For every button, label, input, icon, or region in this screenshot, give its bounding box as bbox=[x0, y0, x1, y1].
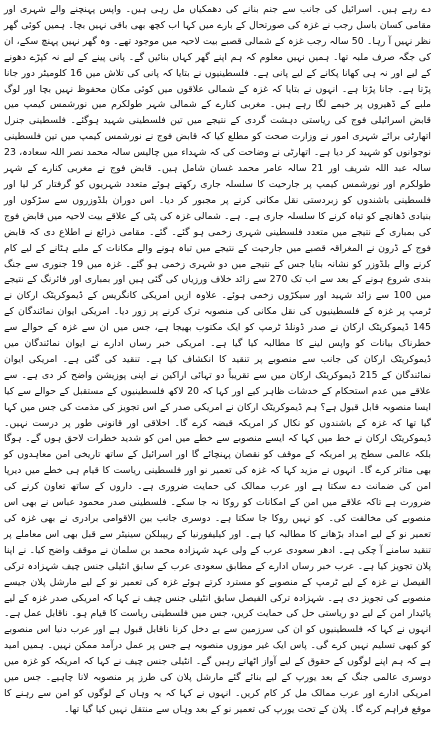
article-body bbox=[4, 2, 431, 718]
article-line: پانی پینے کے لیے نہ کپڑے دھونے کے لیے اور نہ ہی کھانا پکانے کے لیے پانی ہے۔ فلسطینیوں نے بتایا کہ پانی کی تلاش میں 16 کلومیٹر دور جانا پڑتا ہے۔ bbox=[4, 51, 431, 95]
article-line: کے بعد سے اب تک 270 سے زائد خلاف ورزیاں کی گئی ہیں اور بمباری اور فائرنگ کے نتیجے میں 100 سے زائد شہید اور bbox=[4, 274, 432, 302]
article-line: گئے۔ مقامی ذرائع نے اطلاع دی کہ قابض فوج کے ڈرون نے المغراقہ قصبے میں جارحیت کے نتیجے میں تباہ ہونے والے مکانات کے ملبے bbox=[4, 226, 431, 254]
article-line: بیانات کو واپس لینے کا مطالبہ کیا گیا ہے۔ امریکی خبر رساں ادارے نے ایوان نمائندگان میں ڈیموکریٹک ارکان کی جانب سے منصوبے پر تنقید کا انکشاف کیا ہے۔ bbox=[4, 338, 431, 365]
article-line: جس میں امریکی ادارے اور عرب ممالک مل کر کام کریں۔ انہوں نے کہا کہ یہ وہاں کے لوگوں کو امن سے رہنے کا موقع فراہم کرے گا۔ bbox=[4, 672, 431, 715]
article-line: قابض فوج نے مغربی کنارے کے شہر طولکرم اور نورشمس کیمپ پر جارحیت کا سلسلہ جاری رکھتے ہوئے متعدد شہریوں کو گرفتار کر لیا اور bbox=[4, 163, 431, 190]
article-line: انٹیلی جنس چیف نے کہا کہ امریکہ کو غزہ میں دوسری عالمی جنگ کے بعد یورپ کے لیے بنائے گئے مارشل پلان کی طرز پر منصوبہ لانا چاہیے۔ bbox=[4, 656, 431, 684]
article-line: کو نہیں روکا جا سکتا ہے۔ دوسری جانب بین الاقوامی برادری نے بھی غزہ کی تعمیر نو کے لیے امداد بڑھانے کا مطالبہ کیا ہے۔ bbox=[4, 513, 431, 540]
article-line: سے علاقے میں عدم استحکام کے خدشات ظاہر کیے اور کہا کہ 20 لاکھ فلسطینیوں کے مستقبل کے حوالے سے کیا ایسا منصوبہ قابل قبول ہے؟ bbox=[4, 369, 431, 413]
article-line: تنقید کی گئی ہے۔ امریکی ایوان نمائندگان کے 215 ڈیموکریٹک ارکان میں سے تقریباً دو تہائی اراکین نے اپنی پوزیشن واضح کر دی ہے۔ bbox=[4, 353, 431, 381]
article-line: فلسطینی جنرل اتھارٹی برائے شہری امور نے وزارت صحت کو مطلع کیا کہ قابض فوج نے نورشمس کیمپ میں تین فلسطینی نوجوانوں کو شہید کر دیا bbox=[4, 115, 431, 159]
article-line: اور کیلیفورنیا کے ریپبلکن سینیٹر سے قبل بھی اس معاملے پر تنقید سامنے آ چکی ہے۔ ادھر سعودی عرب کے ولی عہد شہزادہ محمد بن سلمان نے موقف واضح کیا۔ bbox=[4, 528, 431, 556]
article-line: فلسطینی باشندوں کو زبردستی نقل مکانی کرنے پر مجبور کر دیا۔ اس دوران بلڈوزروں سے سڑکوں اور بنیادی ڈھانچے کو تباہ کرنے کا سلسلہ جاری ہے۔ bbox=[4, 194, 431, 222]
article-line: سیکڑوں زخمی ہوئے۔ علاوہ ازیں امریکی کانگریس کے ڈیموکریٹک ارکان نے ٹرمپ پر غزہ کے فلسطینیوں کی نقل مکانی کی منصوبہ ترک کرنے پر زور دیا۔ bbox=[4, 290, 431, 318]
article-line: لیے ٹرمپ کے منصوبے کو مسترد کرتے ہوئے غزہ کی تعمیر نو کے لیے مارشل پلان جیسے منصوبے کی تجویز دی ہے۔ شہزادہ ترکی الفیصل سابق انٹیلی bbox=[4, 576, 431, 604]
article-line: اخلاقی اور قانونی طور پر درست نہیں۔ ڈیموکریٹک ارکان نے خط میں کہا کہ ایسے منصوبے سے خطے میں امن کو شدید خطرات لاحق ہوں گے۔ bbox=[4, 417, 431, 445]
article-line: ہم ڈیموکریٹک ارکان نے امریکی صدر کے اس تجویز کی مذمت کی جس میں کہا گیا تھا کہ غزہ کے باشندوں کو نکال کر امریکہ قبضہ کرے گا۔ bbox=[4, 401, 432, 429]
article-line: جنس چیف نے کہا کہ امریکی صدر غزہ کے لیے پائیدار امن کے لیے دو ریاستی حل کی حمایت کریں، جس میں فلسطینی ریاست کا قیام ہو۔ bbox=[4, 592, 431, 620]
article-line: ہٹانے کے لیے کام کرنے والے بلڈوزر کو نشانہ بنایا جس کے نتیجے میں دو شہری زخمی ہو گئے۔ غزہ میں 19 جنوری سے جنگ بندی شروع ہونے bbox=[4, 242, 431, 286]
article-line: ہے۔ شمالی غزہ کی پٹی کے علاقے بیت لاحیہ میں قابض فوج کی بمباری کے نتیجے میں متعدد فلسطینی شہری زخمی ہو گئے۔ bbox=[4, 210, 431, 238]
article-line: مغربی کنارے کے شمالی شہر طولکرم میں نورشمس کیمپ میں قابض اسرائیلی فوج کی ریاستی دہشت گردی کے نتیجے میں تین فلسطینی شہید ہوگئے۔ bbox=[4, 99, 431, 127]
article-line: پلان کے تحت یورپ کی تعمیر نو کے بعد وہاں سے منتقل نہیں کیا گیا تھا۔ bbox=[64, 703, 347, 715]
article-line: پاس ایک غیر موزوں منصوبہ ہے جس پر عمل درآمد ممکن نہیں۔ ہمیں امید ہے کہ ہم اپنے لوگوں کے حقوق کے لیے آواز اٹھاتے رہیں گے۔ bbox=[4, 640, 431, 668]
article-line: ہوگا بلکہ عالمی سطح پر امریکہ کے موقف کو نقصان پہنچائے گا اور اسرائیل کے ساتھ تاریخی امن معاہدوں کو بھی متاثر کرے گا۔ bbox=[4, 433, 431, 477]
article-line: انہوں نے مزید کہا کہ غزہ کی تعمیر نو اور فلسطینی ریاست کا قیام ہی خطے میں دیرپا امن کی ضمانت دے سکتا ہے اور عرب ممالک کی حمایت ضروری ہے۔ bbox=[4, 465, 431, 493]
article-line: دے رہے ہیں۔ اسرائیل کی جانب سے جنم بنانے کی دھمکیاں مل رہی ہیں۔ واپس پہنچنے والے شہری اور مقامی کسان باسل رجب نے bbox=[4, 4, 432, 31]
article-line: جانا پڑتا ہے۔ انہوں نے بتایا کہ غزہ کے شمالی علاقوں میں کوئی مکان محفوظ نہیں بچا اور لوگ ملبے کے ڈھیروں پر خیمے لگا رہے ہیں۔ bbox=[4, 83, 431, 111]
article-line: بیت لاحیہ میں موجود تھے۔ وہ گھر نہیں پہنچ سکے، ان کی جگہ صرف ملبہ تھا۔ ہمیں نہیں معلوم کہ ہم اپنے گھر کہاں بنائیں گے۔ bbox=[4, 35, 431, 63]
article-line: ناقابل عمل ہے۔ انہوں نے کہا کہ فلسطینیوں کو ان کی سرزمین سے بے دخل کرنا ناقابل قبول ہے اور عرب دنیا اس منصوبے کو کبھی تسلیم نہیں کرے گی۔ bbox=[4, 608, 431, 652]
article-line: داروں کے ساتھ تعاون کرنے کی ضرورت ہے تاکہ علاقے میں امن کے امکانات کو روکا نہ جا سکے۔ فلسطینی صدر محمود عباس نے بھی اس منصوبے کی مخالفت کی۔ bbox=[4, 481, 431, 524]
article-line: نے اپنا پلان تجویز کیا ہے۔ عرب خبر رساں ادارے کے مطابق سعودی عرب کے سابق انٹیلی جنس چیف شہزادہ ترکی الفیصل نے غزہ کے bbox=[4, 544, 431, 588]
article-line: غزہ کی صورتحال کے بارے میں کہا اب کچھ بھی باقی نہیں بچا۔ ہمیں کوئی گھر نظر نہیں آ رہا۔ 50 سالہ رجب غزہ کے شمالی قصبے bbox=[4, 19, 431, 47]
article-line: امریکی ایوان نمائندگان کے 145 ڈیموکریٹک ارکان نے صدر ڈونلڈ ٹرمپ کو ایک مکتوب بھیجا ہے، جس میں ان سے غزہ کے حوالے سے خطرناک bbox=[4, 306, 431, 350]
article-line: ہے۔ اتھارٹی نے وضاحت کی کہ شہداء میں چالیس سالہ محمد نصر اللہ سعادہ، 23 سالہ عبد اللہ شریف اور 21 سالہ عامر محمد غسان شامل ہیں۔ bbox=[4, 147, 431, 175]
